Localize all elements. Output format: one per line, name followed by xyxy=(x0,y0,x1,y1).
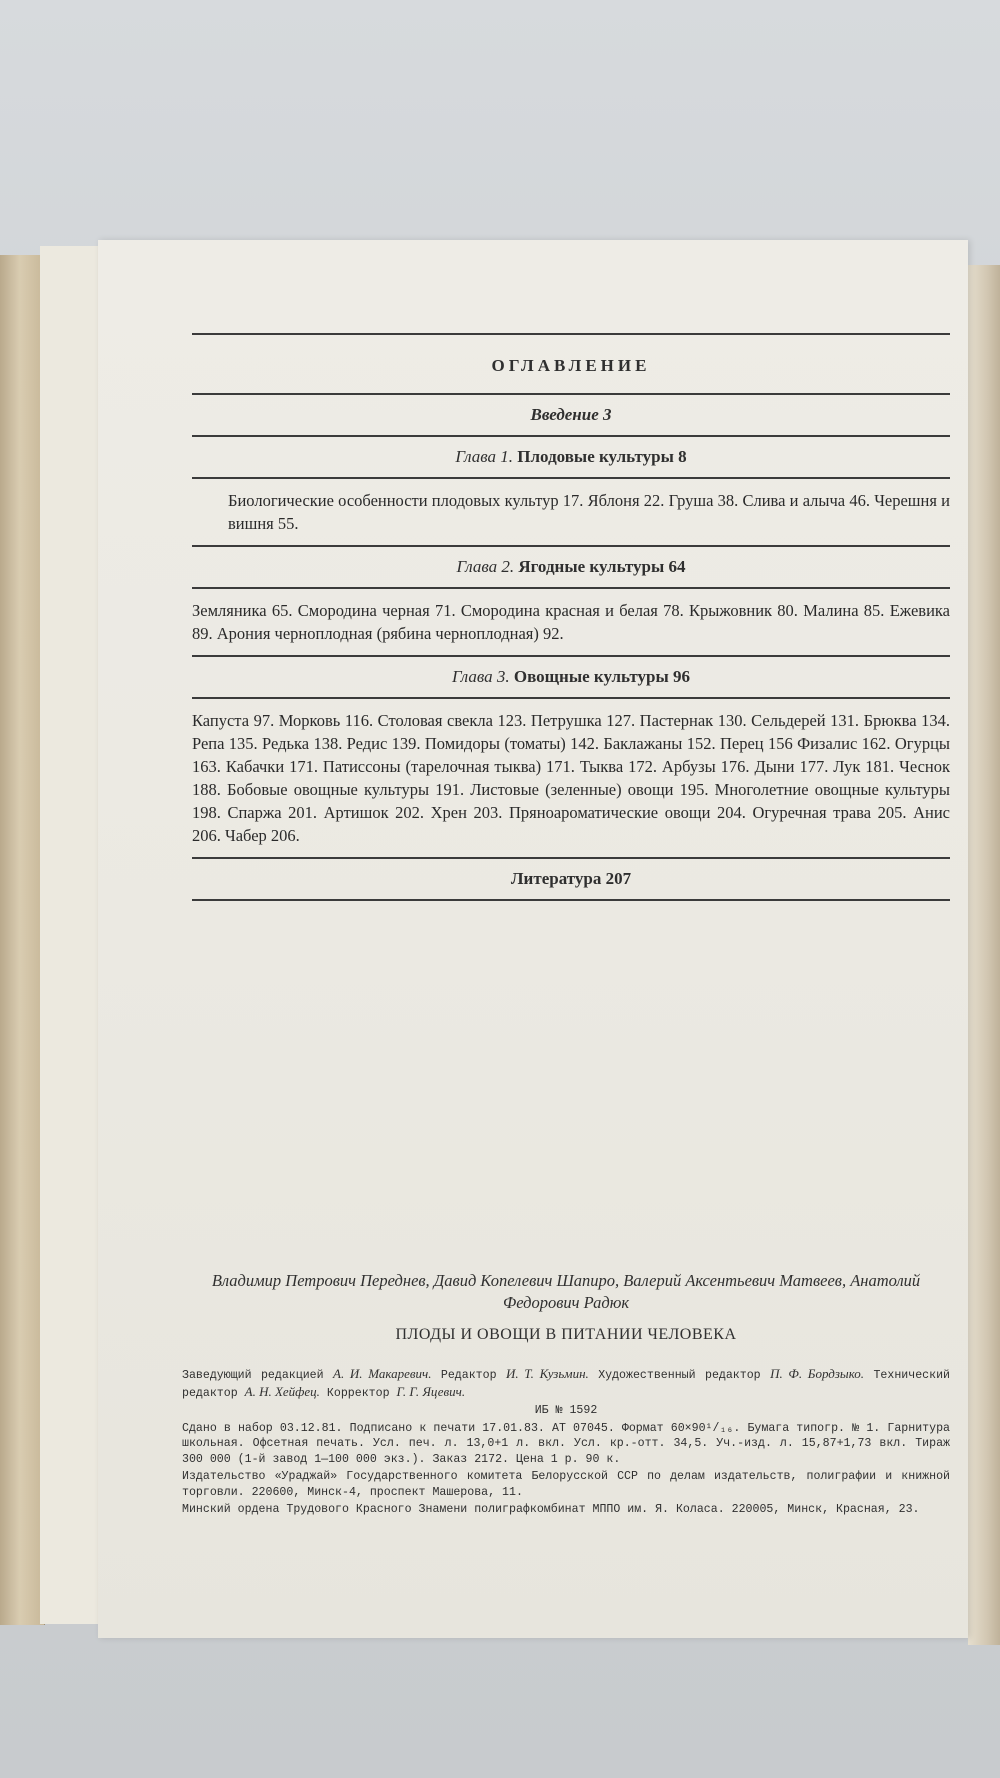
print-info: Сдано в набор 03.12.81. Подписано к печати 17.01.83. АТ 07045. Формат 60×90¹/₁₆. Бумага типогр. № 1. Гарнитура школьная. Офсетная печать. Усл. печ. л. 13,0+1 л. вкл. Усл. кр.-отт. 34,5. Уч.-изд. л. 15,87+1,73 вкл. Тираж 300 000 (1-й завод 1—100 000 экз.). Заказ 2172. Цена 1 р. 90 к. xyxy=(182,1421,950,1466)
toc-literature: Литература 207 xyxy=(510,869,632,888)
publisher-info: Издательство «Ураджай» Государственного комитета Белорусской ССР по делам издательств, полиграфии и книжной торговли. 220600, Минск-4, проспект Машерова, 11. xyxy=(182,1470,950,1499)
editor-role: Заведующий редакцией xyxy=(182,1369,324,1382)
editor-role: Технический редактор xyxy=(182,1369,950,1400)
chapter-heading-1 xyxy=(192,437,950,477)
editor-role: Художественный редактор xyxy=(598,1369,761,1382)
chapter-entries-text: Земляника 65. Смородина черная 71. Смородина красная и белая 78. Крыжовник 80. Малина 85. Ежевика 89. Арония черноплодная (рябина черноплодная) 92. xyxy=(192,601,950,643)
chapter-label: Глава 3. xyxy=(451,667,510,686)
chapter-entries-3 xyxy=(192,699,950,857)
chapter-heading-3 xyxy=(192,657,950,697)
editor-name: П. Ф. Бордзыко. xyxy=(770,1366,865,1381)
book-cover-left-edge xyxy=(0,255,45,1625)
table-of-contents xyxy=(192,333,950,901)
editor-name: А. И. Макаревич. xyxy=(333,1366,432,1381)
chapter-entries-2 xyxy=(192,589,950,655)
chapter-entries-text: Биологические особенности плодовых культур 17. Яблоня 22. Груша 38. Слива и алыча 46. Черешня и вишня 55. xyxy=(228,491,950,533)
chapter-entries-1 xyxy=(192,479,950,545)
toc-rule xyxy=(192,899,950,901)
toc-introduction: Введение 3 xyxy=(530,405,612,424)
editorial-staff xyxy=(182,1366,950,1401)
book-cover-right-edge xyxy=(968,265,1000,1645)
chapter-label: Глава 2. xyxy=(456,557,515,576)
previous-page-edge xyxy=(40,246,103,1624)
chapter-label: Глава 1. xyxy=(455,447,514,466)
printer-info: Минский ордена Трудового Красного Знамени полиграфкомбинат МППО им. Я. Коласа. 220005, Минск, Красная, 23. xyxy=(182,1503,920,1516)
book-title: ПЛОДЫ И ОВОЩИ В ПИТАНИИ ЧЕЛОВЕКА xyxy=(395,1326,737,1343)
editor-name: Г. Г. Яцевич. xyxy=(396,1383,466,1399)
imprint-block xyxy=(182,1270,950,1520)
editor-role: Редактор xyxy=(440,1369,497,1382)
editor-name: А. Н. Хейфец. xyxy=(244,1383,320,1399)
editor-name: И. Т. Кузьмин. xyxy=(505,1366,589,1381)
chapter-title: Плодовые культуры 8 xyxy=(517,447,687,466)
ib-number: ИБ № 1592 xyxy=(534,1404,598,1417)
chapter-entries-text: Капуста 97. Морковь 116. Столовая свекла 123. Петрушка 127. Пастернак 130. Сельдерей 131. Брюква 134. Репа 135. Редька 138. Редис 139. Помидоры (томаты) 142. Баклажаны 152. Перец 156 Физалис 162. Огурцы 163. Кабачки 171. Патиссоны (тарелочная тыква) 171. Тыква 172. Арбузы 176. Дыни 177. Лук 181. Чеснок 188. Бобовые овощные культуры 191. Листовые (зеленные) овощи 195. Многолетние овощные культуры 198. Спаржа 201. Артишок 202. Хрен 203. Пряноароматические овощи 204. Огуречная трава 205. Анис 206. Чабер 206. xyxy=(192,711,950,845)
editor-role: Корректор xyxy=(326,1386,390,1400)
toc-title: ОГЛАВЛЕНИЕ xyxy=(491,356,651,375)
authors: Владимир Петрович Переднев, Давид Копелевич Шапиро, Валерий Аксентьевич Матвеев, Анатолий Федорович Радюк xyxy=(211,1271,921,1312)
chapter-heading-2 xyxy=(192,547,950,587)
chapter-title: Ягодные культуры 64 xyxy=(518,557,686,576)
chapter-title: Овощные культуры 96 xyxy=(513,667,691,686)
